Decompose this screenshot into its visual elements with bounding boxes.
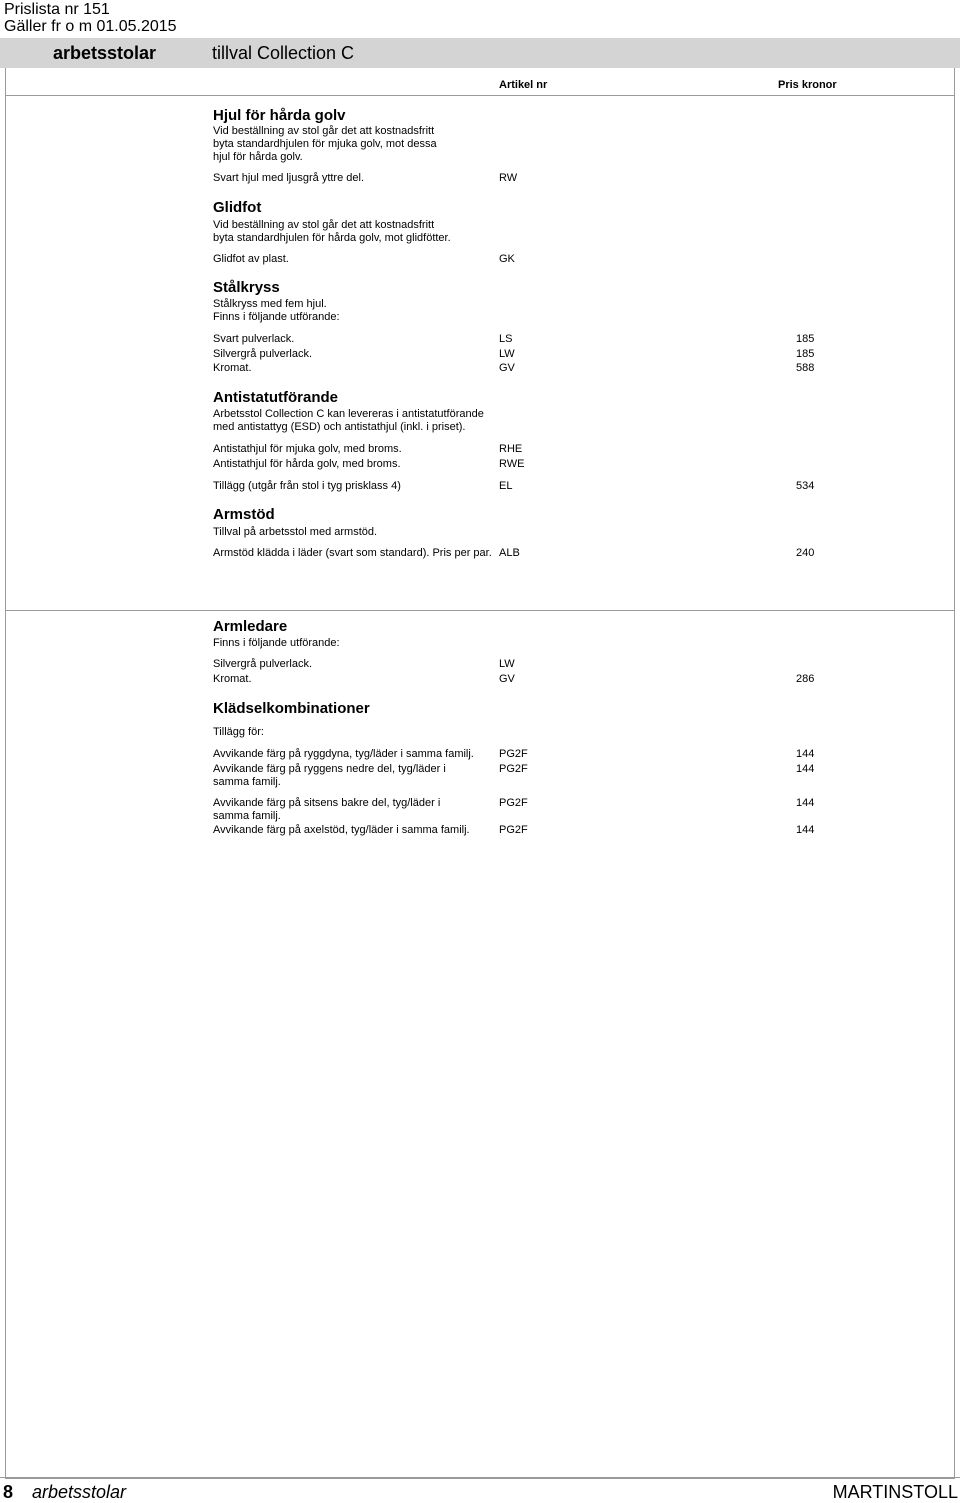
price: 144 xyxy=(796,797,815,809)
item-label: samma familj. xyxy=(213,810,281,822)
section-desc: Finns i följande utförande: xyxy=(213,637,340,649)
article-code: PG2F xyxy=(499,824,528,836)
item-label: Silvergrå pulverlack. xyxy=(213,348,313,360)
item-label: Antistathjul för hårda golv, med broms. xyxy=(213,458,401,470)
column-header-price: Pris kronor xyxy=(778,79,837,91)
article-code: ALB xyxy=(499,547,520,559)
section-desc: Tillägg för: xyxy=(213,726,264,738)
price: 286 xyxy=(796,673,815,685)
article-code: PG2F xyxy=(499,763,528,775)
section-desc: byta standardhjulen för hårda golv, mot glidfötter. xyxy=(213,232,451,244)
article-code: PG2F xyxy=(499,748,528,760)
item-label: samma familj. xyxy=(213,776,281,788)
section-title-armledare: Armledare xyxy=(213,618,288,635)
price: 144 xyxy=(796,763,815,775)
article-code: GV xyxy=(499,673,515,685)
price-list-number: Prislista nr 151 xyxy=(4,1,110,18)
brand-name: MARTINSTOLL xyxy=(832,1482,958,1502)
item-label: Svart hjul med ljusgrå yttre del. xyxy=(213,172,365,184)
article-code: EL xyxy=(499,480,513,492)
item-label: Tillägg (utgår från stol i tyg prisklass 4) xyxy=(213,480,401,492)
section-desc: Vid beställning av stol går det att kostnadsfritt xyxy=(213,219,435,231)
article-code: RWE xyxy=(499,458,525,470)
section-desc: hjul för hårda golv. xyxy=(213,151,303,163)
section-title-hjul: Hjul för hårda golv xyxy=(213,107,346,124)
price: 144 xyxy=(796,824,815,836)
page-number: 8 xyxy=(3,1482,14,1502)
page-subtitle: tillval Collection C xyxy=(212,43,355,63)
section-title-glidfot: Glidfot xyxy=(213,199,262,216)
footer-divider xyxy=(0,1477,960,1478)
section-desc: Arbetsstol Collection C kan levereras i antistatutförande xyxy=(213,408,484,420)
article-code: LW xyxy=(499,348,515,360)
category-title: arbetsstolar xyxy=(53,43,157,63)
price: 240 xyxy=(796,547,815,559)
price: 185 xyxy=(796,348,815,360)
section-desc: Tillval på arbetsstol med armstöd. xyxy=(213,526,378,538)
item-label: Avvikande färg på axelstöd, tyg/läder i samma familj. xyxy=(213,824,470,836)
section-title-kladsel: Klädselkombinationer xyxy=(213,700,370,717)
item-label: Glidfot av plast. xyxy=(213,253,289,265)
section-title-stalkryss: Stålkryss xyxy=(213,279,280,296)
section-desc: byta standardhjulen för mjuka golv, mot dessa xyxy=(213,138,437,150)
content-frame-bottom xyxy=(5,610,955,1479)
article-code: LS xyxy=(499,333,513,345)
price: 185 xyxy=(796,333,815,345)
article-code: RW xyxy=(499,172,518,184)
article-code: GK xyxy=(499,253,515,265)
article-code: RHE xyxy=(499,443,523,455)
section-desc: Stålkryss med fem hjul. xyxy=(213,298,327,310)
article-code: PG2F xyxy=(499,797,528,809)
item-label: Kromat. xyxy=(213,673,252,685)
column-header-divider xyxy=(6,95,954,96)
item-label: Antistathjul för mjuka golv, med broms. xyxy=(213,443,402,455)
item-label: Avvikande färg på sitsens bakre del, tyg/läder i xyxy=(213,797,441,809)
item-label: Avvikande färg på ryggdyna, tyg/läder i samma familj. xyxy=(213,748,474,760)
column-header-article: Artikel nr xyxy=(499,79,548,91)
article-code: GV xyxy=(499,362,515,374)
section-title-antistat: Antistatutförande xyxy=(213,389,338,406)
article-code: LW xyxy=(499,658,515,670)
price: 534 xyxy=(796,480,815,492)
price: 588 xyxy=(796,362,815,374)
item-label: Svart pulverlack. xyxy=(213,333,295,345)
price: 144 xyxy=(796,748,815,760)
item-label: Silvergrå pulverlack. xyxy=(213,658,313,670)
item-label: Kromat. xyxy=(213,362,252,374)
section-desc: Vid beställning av stol går det att kostnadsfritt xyxy=(213,125,435,137)
section-title-armstod: Armstöd xyxy=(213,506,275,523)
section-desc: med antistattyg (ESD) och antistathjul (inkl. i priset). xyxy=(213,421,466,433)
item-label: Armstöd klädda i läder (svart som standard). Pris per par. xyxy=(213,547,492,559)
section-desc: Finns i följande utförande: xyxy=(213,311,340,323)
item-label: Avvikande färg på ryggens nedre del, tyg/läder i xyxy=(213,763,446,775)
footer-section: arbetsstolar xyxy=(32,1482,127,1502)
valid-from-date: Gäller fr o m 01.05.2015 xyxy=(4,18,177,35)
